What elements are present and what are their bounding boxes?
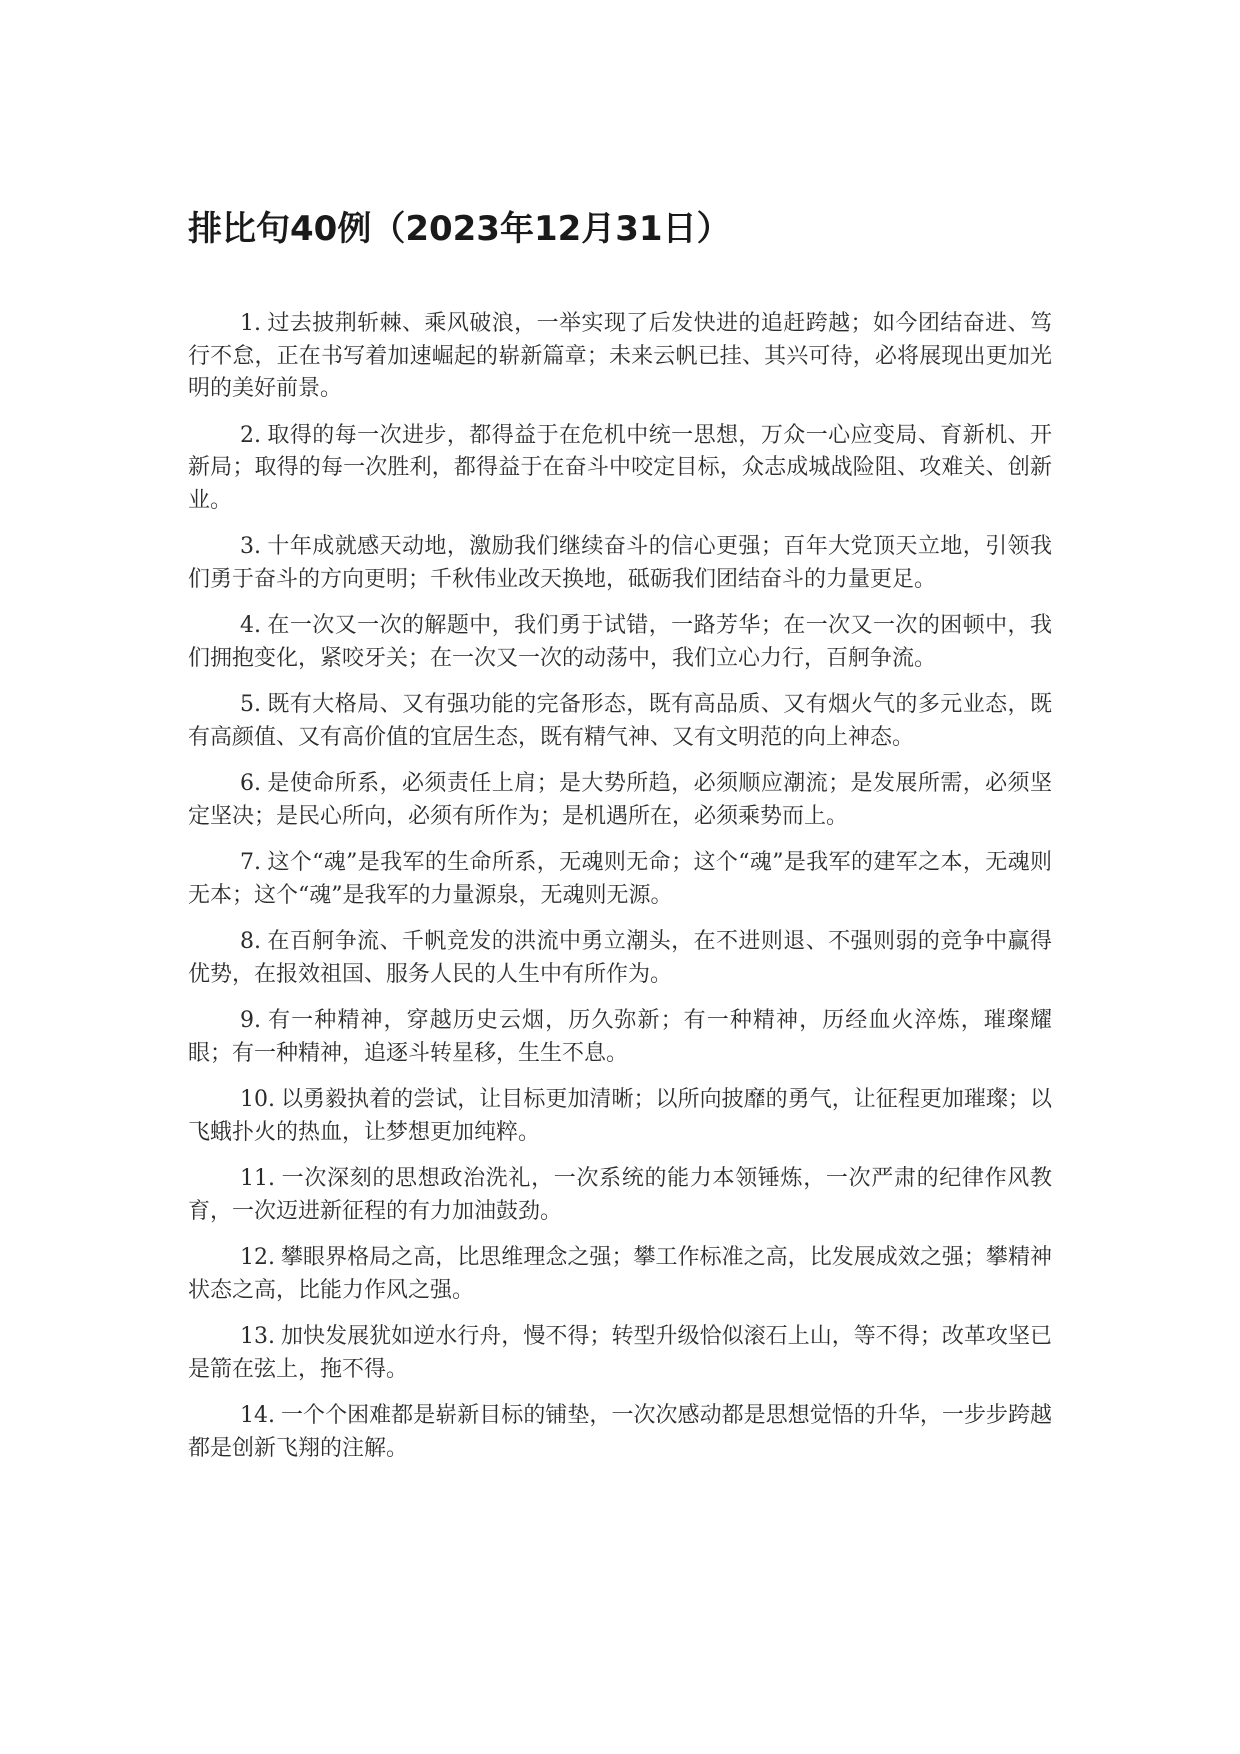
item-text: 这个“魂”是我军的生命所系，无魂则无命；这个“魂”是我军的建军之本，无魂则无本；这个“魂”是我军的力量源泉，无魂则无源。 xyxy=(188,850,1052,908)
item-number: 4. xyxy=(240,613,261,638)
item-number: 8. xyxy=(240,929,261,954)
list-item xyxy=(188,610,1052,675)
item-number: 10. xyxy=(240,1087,275,1112)
item-text: 在一次又一次的解题中，我们勇于试错，一路芳华；在一次又一次的困顿中，我们拥抱变化，紧咬牙关；在一次又一次的动荡中，我们立心力行，百舸争流。 xyxy=(188,613,1052,671)
list-item xyxy=(188,768,1052,833)
item-text: 攀眼界格局之高，比思维理念之强；攀工作标准之高，比发展成效之强；攀精神状态之高，比能力作风之强。 xyxy=(188,1245,1052,1303)
item-number: 14. xyxy=(240,1403,275,1428)
list-item xyxy=(188,420,1052,518)
item-text: 一次深刻的思想政治洗礼，一次系统的能力本领锤炼，一次严肃的纪律作风教育，一次迈进新征程的有力加油鼓劲。 xyxy=(188,1166,1052,1224)
item-text: 以勇毅执着的尝试，让目标更加清晰；以所向披靡的勇气，让征程更加璀璨；以飞蛾扑火的热血，让梦想更加纯粹。 xyxy=(188,1087,1052,1145)
item-number: 12. xyxy=(240,1245,275,1270)
list-item xyxy=(188,1084,1052,1149)
list-item xyxy=(188,308,1052,406)
item-text: 一个个困难都是崭新目标的铺垫，一次次感动都是思想觉悟的升华，一步步跨越都是创新飞翔的注解。 xyxy=(188,1403,1052,1461)
list-item xyxy=(188,1400,1052,1465)
item-number: 11. xyxy=(240,1166,275,1191)
item-number: 6. xyxy=(240,771,261,796)
item-number: 2. xyxy=(240,422,261,448)
item-text: 十年成就感天动地，激励我们继续奋斗的信心更强；百年大党顶天立地，引领我们勇于奋斗的方向更明；千秋伟业改天换地，砥砺我们团结奋斗的力量更足。 xyxy=(188,534,1052,592)
list-item xyxy=(188,926,1052,991)
list-item xyxy=(188,1321,1052,1386)
item-number: 7. xyxy=(240,850,261,875)
item-text: 加快发展犹如逆水行舟，慢不得；转型升级恰似滚石上山，等不得；改革攻坚已是箭在弦上，拖不得。 xyxy=(188,1324,1052,1382)
item-number: 5. xyxy=(240,692,261,717)
list-item xyxy=(188,689,1052,754)
document-body xyxy=(188,308,1052,1479)
list-item xyxy=(188,1242,1052,1307)
item-text: 是使命所系，必须责任上肩；是大势所趋，必须顺应潮流；是发展所需，必须坚定坚决；是民心所向，必须有所作为；是机遇所在，必须乘势而上。 xyxy=(188,771,1052,829)
document-title: 排比句40例（2023年12月31日） xyxy=(188,209,731,249)
list-item xyxy=(188,1163,1052,1228)
item-number: 9. xyxy=(240,1008,261,1033)
item-number: 13. xyxy=(240,1324,275,1349)
item-number: 1. xyxy=(240,311,261,336)
item-text: 在百舸争流、千帆竞发的洪流中勇立潮头，在不进则退、不强则弱的竞争中赢得优势，在报效祖国、服务人民的人生中有所作为。 xyxy=(188,929,1052,987)
item-text: 取得的每一次进步，都得益于在危机中统一思想，万众一心应变局、育新机、开新局；取得的每一次胜利，都得益于在奋斗中咬定目标，众志成城战险阻、攻难关、创新业。 xyxy=(188,422,1052,513)
list-item xyxy=(188,531,1052,596)
item-text: 既有大格局、又有强功能的完备形态，既有高品质、又有烟火气的多元业态，既有高颜值、又有高价值的宜居生态，既有精气神、又有文明范的向上神态。 xyxy=(188,692,1052,750)
list-item xyxy=(188,1005,1052,1070)
item-text: 过去披荆斩棘、乘风破浪，一举实现了后发快进的追赶跨越；如今团结奋进、笃行不怠，正在书写着加速崛起的崭新篇章；未来云帆已挂、其兴可待，必将展现出更加光明的美好前景。 xyxy=(188,311,1052,401)
item-text: 有一种精神，穿越历史云烟，历久弥新；有一种精神，历经血火淬炼，璀璨耀眼；有一种精神，追逐斗转星移，生生不息。 xyxy=(188,1008,1052,1066)
list-item xyxy=(188,847,1052,912)
item-number: 3. xyxy=(240,534,261,559)
